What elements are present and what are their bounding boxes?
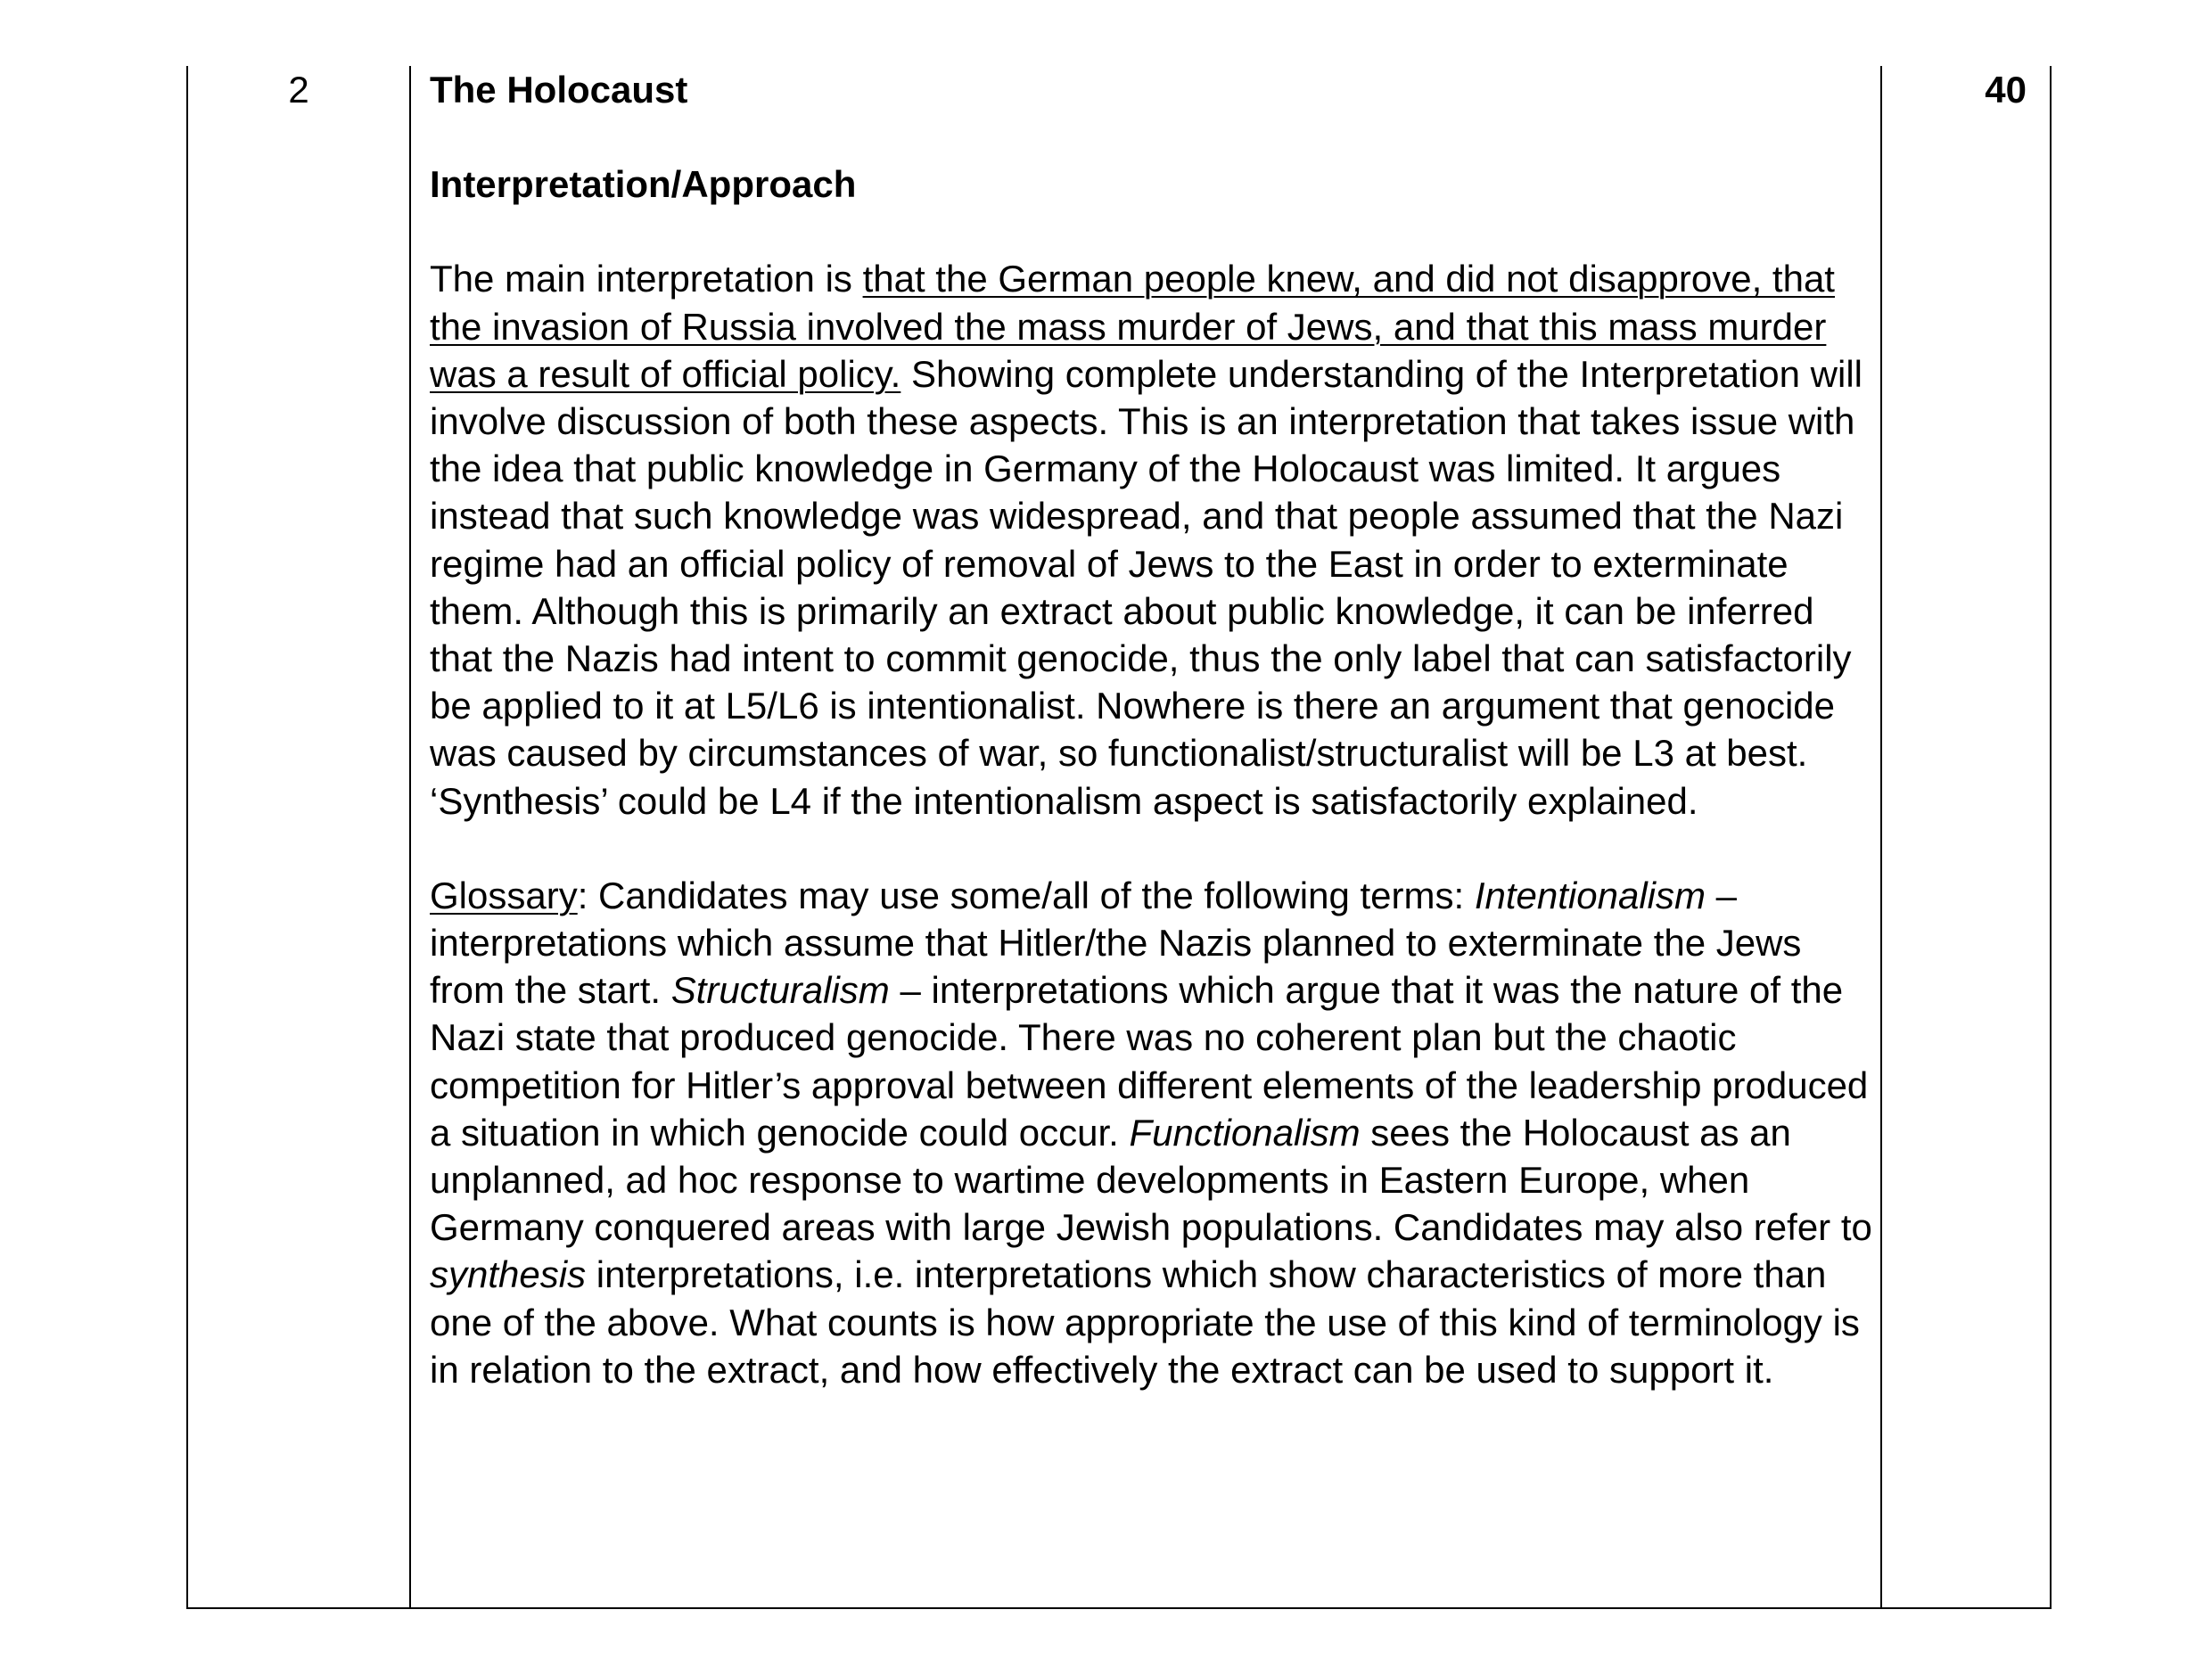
- topic-title: The Holocaust: [430, 69, 688, 111]
- marks-total: 40: [1985, 69, 2027, 111]
- glossary-text: interpretations, i.e. interpretations which show characteristics of more than one of the above. What counts is how appropriate the use of this kind of terminology is in relation to the extract, and how effectively the extract can be used to support it.: [430, 1253, 1860, 1391]
- glossary-term-synthesis: synthesis: [430, 1253, 587, 1296]
- column-divider: [409, 66, 411, 1607]
- glossary-text: – interpretations which assume that Hitler/the Nazis planned to exterminate the Jews from the start.: [430, 874, 1802, 1012]
- glossary-text: : Candidates may use some/all of the following terms:: [577, 874, 1475, 916]
- glossary-text: – interpretations which argue that it was the nature of the Nazi state that produced genocide. There was no coherent plan but the chaotic competition for Hitler’s approval between different elements of the leadership produced a situation in which genocide could occur.: [430, 969, 1869, 1154]
- section-heading: Interpretation/Approach: [430, 163, 857, 206]
- interpretation-intro: The main interpretation is: [430, 258, 863, 300]
- question-number: 2: [288, 69, 309, 111]
- glossary-label: Glossary: [430, 874, 578, 916]
- interpretation-paragraph: [430, 255, 1874, 824]
- answer-guidance: [430, 66, 1874, 1393]
- interpretation-rest: Showing complete understanding of the Interpretation will involve discussion of both these aspects. This is an interpretation that takes issue with the idea that public knowledge in Germany of the Holocaust was limited. It argues instead that such knowledge was widespread, and that people assumed that the Nazi regime had an official policy of removal of Jews to the East in order to exterminate them. Although this is primarily an extract about public knowledge, it can be inferred that the Nazis had intent to commit genocide, thus the only label that can satisfactorily be applied to it at L5/L6 is intentionalist. Nowhere is there an argument that genocide was caused by circumstances of war, so functionalist/structuralist will be L3 at best. ‘Synthesis’ could be L4 if the intentionalism aspect is satisfactorily explained.: [430, 352, 1863, 822]
- mark-scheme-table: [186, 66, 2052, 1609]
- glossary-paragraph: [430, 872, 1874, 1393]
- glossary-term-structuralism: Structuralism: [670, 969, 890, 1012]
- glossary-text: sees the Holocaust as an unplanned, ad hoc response to wartime developments in Eastern Europe, when Germany conquered areas with large Jewish populations. Candidates may also refer to: [430, 1111, 1872, 1249]
- column-divider: [1880, 66, 1882, 1607]
- glossary-term-intentionalism: Intentionalism: [1474, 874, 1706, 916]
- glossary-term-functionalism: Functionalism: [1129, 1111, 1361, 1154]
- interpretation-underlined: that the German people knew, and did not disapprove, that the invasion of Russia involved the mass murder of Jews, and that this mass murder was a result of official policy.: [430, 258, 1835, 395]
